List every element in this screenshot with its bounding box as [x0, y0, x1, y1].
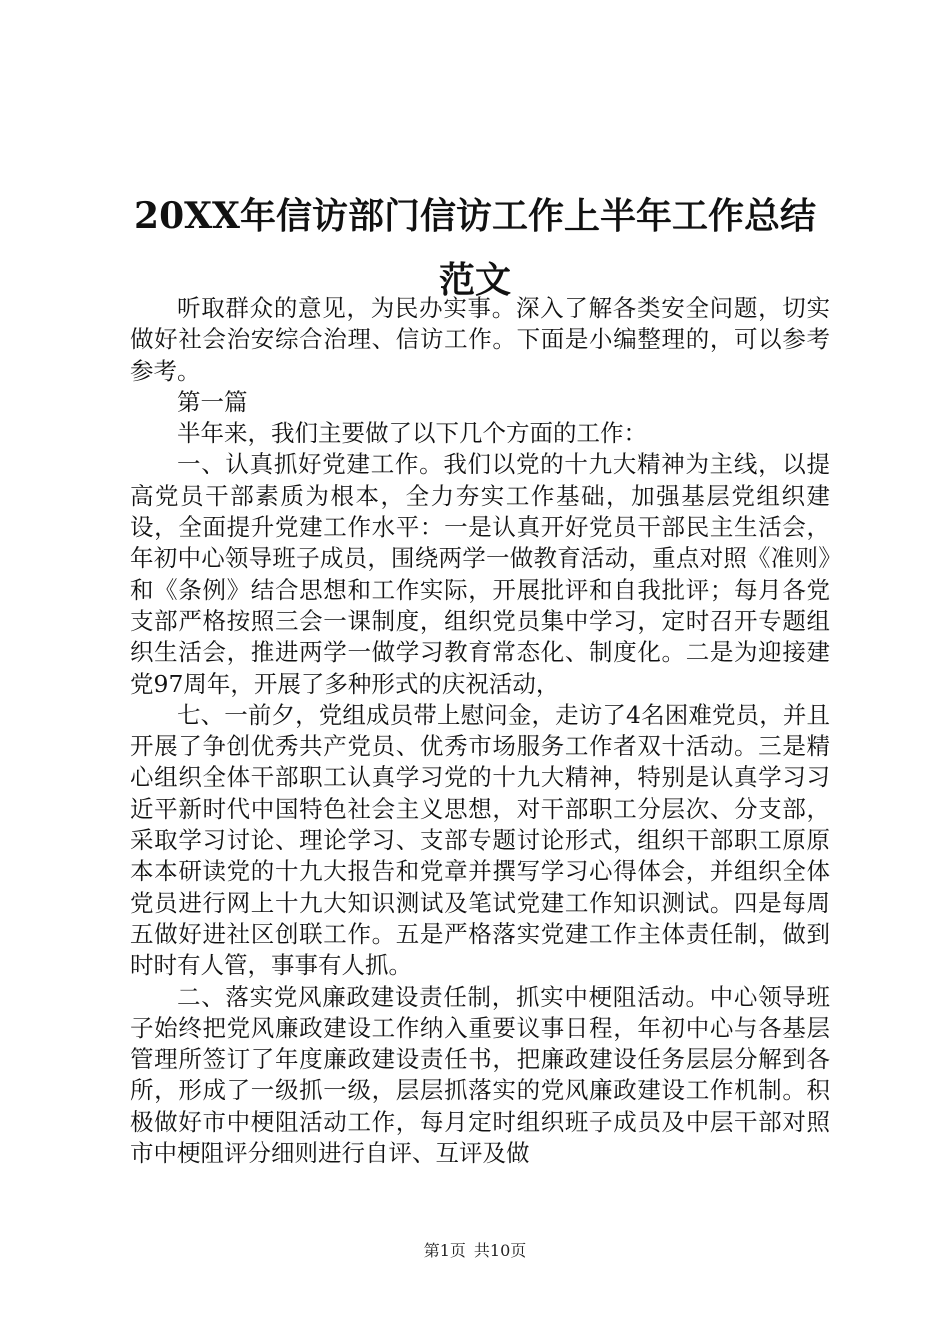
paragraph-item-1-continued: 七、一前夕，党组成员带上慰问金，走访了4名困难党员，并且开展了争创优秀共产党员、优秀市场服务工作者双十活动。三是精心组织全体干部职工认真学习党的十九大精神，特别是认真学习习近平新时代中国特色社会主义思想，对干部职工分层次、分支部，采取学习讨论、理论学习、支部专题讨论形式，组织干部职工原原本本研读党的十九大报告和党章并撰写学习心得体会，并组织全体党员进行网上十九大知识测试及笔试党建工作知识测试。四是每周五做好进社区创联工作。五是严格落实党建工作主体责任制，做到时时有人管，事事有人抓。 [130, 700, 830, 980]
page-footer [0, 1238, 950, 1261]
paragraph-item-2: 二、落实党风廉政建设责任制，抓实中梗阻活动。中心领导班子始终把党风廉政建设工作纳入重要议事日程，年初中心与各基层管理所签订了年度廉政建设责任书，把廉政建设任务层层分解到各所，形成了一级抓一级，层层抓落实的党风廉政建设工作机制。积极做好市中梗阻活动工作，每月定时组织班子成员及中层干部对照市中梗阻评分细则进行自评、互评及做 [130, 982, 830, 1168]
page-total: 共10页 [473, 1241, 527, 1260]
document-title: 20XX年信访部门信访工作上半年工作总结范文 [134, 195, 816, 302]
paragraph-section-heading: 第一篇 [177, 387, 248, 416]
paragraph-intro: 听取群众的意见，为民办实事。深入了解各类安全问题，切实做好社会治安综合治理、信访工作。下面是小编整理的，可以参考参考。 [130, 294, 830, 385]
page-number: 第1页 [423, 1241, 466, 1260]
paragraph-summary-intro: 半年来，我们主要做了以下几个方面的工作： [177, 419, 647, 448]
paragraph-item-1: 一、认真抓好党建工作。我们以党的十九大精神为主线，以提高党员干部素质为根本，全力夯实工作基础，加强基层党组织建设，全面提升党建工作水平：一是认真开好党员干部民主生活会，年初中心领导班子成员，围绕两学一做教育活动，重点对照《准则》和《条例》结合思想和工作实际，开展批评和自我批评；每月各党支部严格按照三会一课制度，组织党员集中学习，定时召开专题组织生活会，推进两学一做学习教育常态化、制度化。二是为迎接建党97周年，开展了多种形式的庆祝活动， [130, 450, 830, 698]
document-body [130, 293, 830, 1169]
